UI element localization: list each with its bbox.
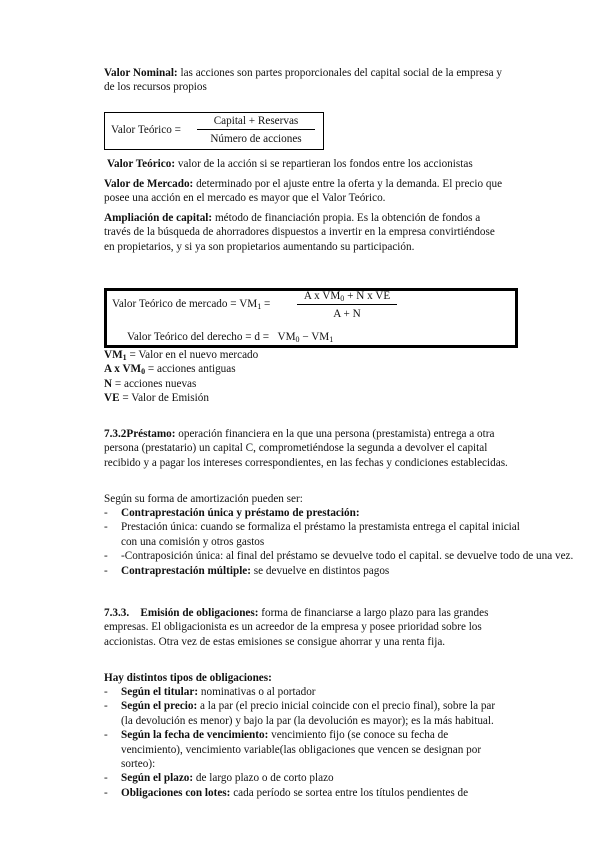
valor-mercado-paragraph <box>104 177 514 206</box>
formula1-fraction <box>197 114 315 147</box>
formula2-num-a: A x VM <box>303 290 341 302</box>
valor-nominal-paragraph <box>104 66 514 95</box>
ampliacion-text: método de financiación propia. Es la obtención de fondos a través de la búsqueda de ahorradores dispuestos a invertir en la empresa convirtiéndose en propietarios, y si ya son propietarios aumentando su participación. <box>104 212 495 253</box>
legend-eq: = <box>119 392 132 405</box>
formula2-derecho-a-sub: 0 <box>295 335 300 344</box>
formula2-label-sub: 1 <box>257 302 262 311</box>
list-item-term: Según la fecha de vencimiento: <box>121 729 269 742</box>
list-item-term: Contraprestación múltiple: <box>121 564 251 577</box>
valor-teorico-formula-box <box>104 112 324 150</box>
formula2-eq: = <box>261 298 271 310</box>
formula2-fraction <box>297 289 397 322</box>
formula2-derecho-label: Valor Teórico del derecho = d = <box>127 331 270 343</box>
amortizacion-intro: Según su forma de amortización pueden ser: <box>104 493 303 505</box>
valor-mercado-formula-box <box>104 288 518 348</box>
prestamo-term: 7.3.2Préstamo: <box>104 428 176 440</box>
legend-sub: 0 <box>141 367 146 377</box>
obligaciones-paragraph <box>104 606 504 649</box>
valor-mercado-text: determinado por el ajuste entre la oferta y la demanda. El precio que posee una acción en el mercado es mayor que el Valor Teórico. <box>104 178 503 205</box>
formula2-derecho-b-sub: 1 <box>329 335 334 344</box>
formula2-derecho <box>127 330 333 344</box>
tipos-title-text: Hay distintos tipos de obligaciones: <box>104 672 272 684</box>
formula2-numerator <box>297 289 397 305</box>
formula2-label-text: Valor Teórico de mercado = VM <box>112 298 258 310</box>
list-item <box>104 685 504 699</box>
legend-item <box>104 362 514 376</box>
list-item-text: de largo plazo o de corto plazo <box>195 772 334 785</box>
legend-eq: = <box>126 349 139 361</box>
legend-text: acciones nuevas <box>124 377 197 390</box>
list-item-text: vencimiento fijo (se conoce su fecha de vencimiento), vencimiento variable(las obligaciones que vencen se designan por sorteo): <box>121 729 482 771</box>
contraposicion-note <box>104 549 592 563</box>
legend-eq: = <box>112 377 124 390</box>
list-item-term: Según el plazo: <box>121 772 194 785</box>
ampliacion-paragraph <box>104 211 499 254</box>
list-item <box>104 728 504 771</box>
list-item <box>104 520 521 549</box>
formula1-label: Valor Teórico = <box>111 124 181 136</box>
list-item-term: Según el titular: <box>121 686 199 698</box>
prestamo-paragraph <box>104 427 516 470</box>
formula-legend <box>104 348 514 406</box>
valor-teorico-text: valor de la acción si se repartieran los fondos entre los accionistas <box>177 158 473 170</box>
list-item <box>104 564 592 578</box>
valor-nominal-term: Valor Nominal: <box>104 67 178 79</box>
formula2-num-rest: + N x VE <box>344 290 391 302</box>
contraposicion-text: -Contraposición única: al final del préstamo se devuelve todo el capital. se devuelve todo de una vez. <box>121 550 574 563</box>
list-item-term: Obligaciones con lotes: <box>121 786 231 799</box>
legend-sub: 1 <box>122 353 127 362</box>
list-item-term: Según el precio: <box>121 700 198 713</box>
obligaciones-term: Emisión de obligaciones: <box>140 607 259 619</box>
formula2-derecho-op: − VM <box>299 331 330 343</box>
legend-item <box>104 348 514 362</box>
list-item-text: se devuelve en distintos pagos <box>253 564 390 577</box>
valor-teorico-paragraph <box>107 157 595 171</box>
legend-text: Valor en el nuevo mercado <box>138 349 259 361</box>
prestamo-text: operación financiera en la que una persona (prestamista) entrega a otra persona (prestatario) un capital C, comprometiéndose la segunda a devolver el capital recibido y a pagar los intereses correspondientes, en las fechas y condiciones establecidas. <box>104 428 508 469</box>
list-item-text: Prestación única: cuando se formaliza el préstamo la prestamista entrega el capital inicial con una comisión y otros gastos <box>121 521 520 548</box>
list-item <box>104 771 504 785</box>
obligaciones-text: forma de financiarse a largo plazo para las grandes empresas. El obligacionista es un acreedor de la empresa y posee prioridad sobre los accionistas. Otra vez de estas emisiones se consigue ahorrar y una renta fija. <box>104 607 489 648</box>
amortizacion-list <box>104 506 592 578</box>
legend-term: N <box>104 377 113 390</box>
list-item <box>104 786 504 800</box>
valor-mercado-term: Valor de Mercado: <box>104 178 194 190</box>
valor-nominal-text: las acciones son partes proporcionales del capital social de la empresa y de los recursos propios <box>104 67 502 94</box>
obligaciones-number: 7.3.3. <box>104 607 130 619</box>
formula2-denominator: A + N <box>333 308 361 321</box>
formula1-numerator: Capital + Reservas <box>197 114 315 130</box>
legend-term: VE <box>104 392 120 405</box>
legend-text: Valor de Emisión <box>131 392 209 405</box>
list-item-text: cada período se sortea entre los títulos pendientes de <box>233 786 469 799</box>
legend-term: A x VM <box>104 363 142 376</box>
ampliacion-term: Ampliación de capital: <box>104 212 213 224</box>
formula2-num-sub: 0 <box>340 294 345 303</box>
legend-item <box>104 377 514 391</box>
legend-term: VM <box>104 349 123 361</box>
legend-eq: = <box>145 363 157 376</box>
list-item <box>104 506 592 520</box>
formula2-derecho-a: VM <box>277 331 296 343</box>
legend-item <box>104 391 514 405</box>
list-item-text: nominativas o al portador <box>200 686 316 698</box>
legend-text: acciones antiguas <box>157 363 236 376</box>
valor-teorico-term: Valor Teórico: <box>107 158 176 170</box>
formula2-label <box>112 297 270 311</box>
list-item <box>104 699 504 728</box>
list-item-term: Contraprestación única y préstamo de prestación: <box>121 507 360 519</box>
tipos-title <box>104 671 514 685</box>
list-item-text: a la par (el precio inicial coincide con el precio final), sobre la par (la devolución es menor) y bajo la par (la devolución es mayor); es la más habitual. <box>121 700 496 727</box>
formula1-denominator: Número de acciones <box>210 133 302 146</box>
tipos-list <box>104 685 504 800</box>
